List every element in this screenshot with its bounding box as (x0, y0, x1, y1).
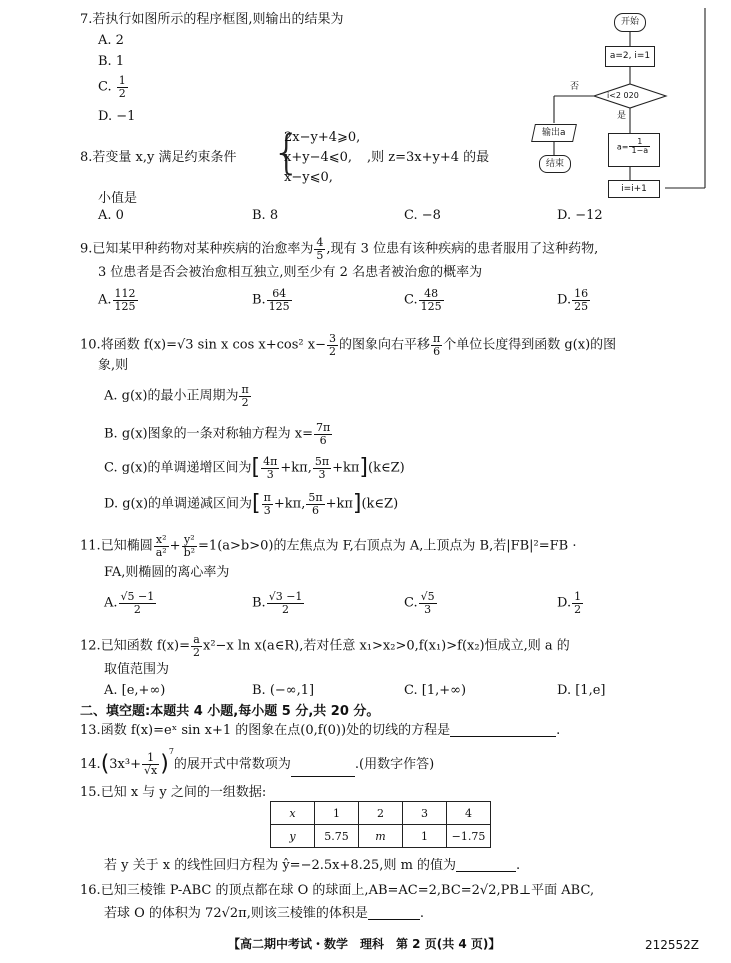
flowchart-end: 结束 (539, 155, 571, 173)
q8-option-a: A. 0 (98, 208, 124, 223)
flowchart-yes-label: 是 (617, 111, 627, 121)
q10-stem-line2: 象,则 (98, 358, 129, 373)
q9-option-d: D. $\frac{16}{25}$ (557, 287, 589, 313)
q11-option-c: C. $\frac{√5}{3}$ (404, 590, 435, 616)
table-cell: x (271, 802, 315, 825)
q8-constraint-1: 2x−y+4⩾0, (284, 130, 361, 145)
q8-constraint-3: x−y⩽0, (284, 170, 333, 185)
q11-option-a: A. $\frac{√5 -1}{2}$ (104, 590, 155, 616)
q15-stem: 15.已知 x 与 y 之间的一组数据: (80, 785, 267, 800)
flowchart-lines (525, 8, 731, 203)
q12-stem-line2: 取值范围为 (104, 662, 170, 677)
q7-c-fraction: $\frac{1}{2}$ (118, 74, 126, 100)
q11-option-b: B. $\frac{√3 -1}{2}$ (252, 590, 303, 616)
q9-stem: 9.已知某甲种药物对某种疾病的治愈率为 $\frac{4}{5}$ ,现有 3 位患有该种疾病的患者服用了这种药物, (80, 236, 599, 262)
q13-answer-blank (450, 724, 556, 737)
flowchart-increment: i=i+1 (608, 180, 660, 198)
q13-stem: 13.函数 f(x)=eˣ sin x+1 的图象在点(0,f(0))处的切线的方程是 . (80, 723, 561, 738)
q9-option-c: C. $\frac{48}{125}$ (404, 287, 442, 313)
table-cell: 1 (315, 802, 359, 825)
q8-stem-line2: 小值是 (98, 191, 138, 206)
exam-code: 212552Z (645, 938, 700, 952)
table-cell: 3 (403, 802, 447, 825)
q12-option-b: B. (−∞,1] (252, 683, 315, 698)
table-cell: −1.75 (447, 825, 491, 848)
table-cell: m (359, 825, 403, 848)
table-cell: 2 (359, 802, 403, 825)
q14-answer-blank (291, 764, 355, 777)
flowchart-output: 输出a (531, 124, 577, 142)
q15-answer-blank (456, 859, 516, 872)
q10-option-a: A. g(x)的最小正周期为 $\frac{\pi}{2}$ (104, 383, 249, 409)
q7-option-d: D. −1 (98, 109, 136, 124)
table-row (271, 825, 491, 848)
q16-stem-line2: 若球 O 的体积为 72√2π,则该三棱锥的体积是 . (104, 906, 424, 921)
q7-stem: 7.若执行如图所示的程序框图,则输出的结果为 (80, 12, 344, 27)
q12-option-c: C. [1,+∞) (404, 683, 467, 698)
q8-option-b: B. 8 (252, 208, 279, 223)
q10-option-b: B. g(x)图象的一条对称轴方程为 x= $\frac{7\pi}{6}$ (104, 421, 331, 447)
q10-stem: 10.将函数 f(x)=√3 sin x cos x+cos² x− $\frac{3}{2}$ 的图象向右平移 $\frac{\pi}{6}$ 个单位长度得到函数 g(x)的图 (80, 332, 617, 358)
q9-stem-line2: 3 位患者是否会被治愈相互独立,则至少有 2 名患者被治愈的概率为 (98, 265, 483, 280)
q10-option-d: D. g(x)的单调递减区间为[ $\frac{\pi}{3}$ +kπ, $\frac{5\pi}{6}$ +kπ](k∈Z) (104, 491, 399, 517)
flowchart-init: a=2, i=1 (605, 46, 655, 67)
q10-option-c: C. g(x)的单调递增区间为[ $\frac{4\pi}{3}$ +kπ, $\frac{5\pi}{3}$ +kπ](k∈Z) (104, 455, 405, 481)
q14-stem: 14.(3x³+ $\frac{1}{√x}$ )$^7$的展开式中常数项为 .(用数字作答) (80, 747, 435, 777)
q15-stem-line2: 若 y 关于 x 的线性回归方程为 ŷ=−2.5x+8.25,则 m 的值为 . (104, 858, 521, 873)
flowchart-no-label: 否 (570, 82, 580, 92)
q8-option-c: C. −8 (404, 208, 441, 223)
table-header-row (271, 802, 491, 825)
q12-option-a: A. [e,+∞) (104, 683, 166, 698)
q7-option-c: C. $\frac{1}{2}$ (98, 74, 126, 100)
q11-option-d: D. $\frac{1}{2}$ (557, 590, 582, 616)
table-cell: 1 (403, 825, 447, 848)
page-footer: 【高二期中考试・数学 理科 第 2 页(共 4 页)】 (228, 937, 501, 951)
q8-option-d: D. −12 (557, 208, 603, 223)
flowchart-assign: a= $\frac{1}{1-a}$ (608, 133, 660, 167)
table-cell: 5.75 (315, 825, 359, 848)
flowchart-condition: i<2 020 (607, 91, 639, 100)
q8-stem-post: ,则 z=3x+y+4 的最 (367, 150, 490, 165)
q7-option-b: B. 1 (98, 54, 125, 69)
section-2-heading: 二、填空题:本题共 4 小题,每小题 5 分,共 20 分。 (80, 704, 380, 719)
q15-data-table (270, 801, 491, 848)
q11-stem: 11.已知椭圆 $\frac{\text{x²}}{\text{a²}}$ + $\frac{\text{y²}}{\text{b²}}$ =1(a>b>0)的左焦点为 F,右顶点为 A,上顶点为 B,若|FB|²=FB · (80, 533, 577, 559)
q8-brace: { (272, 125, 302, 179)
q9-option-b: B. $\frac{64}{125}$ (252, 287, 290, 313)
table-cell: 4 (447, 802, 491, 825)
q11-stem-line2: FA,则椭圆的离心率为 (104, 565, 230, 580)
q8-constraint-2: x+y−4⩽0, (284, 150, 353, 165)
flowchart-start: 开始 (614, 13, 646, 32)
q16-answer-blank (368, 907, 420, 920)
q12-stem: 12.已知函数 f(x)= $\frac{a}{2}$ x²−x ln x(a∈R),若对任意 x₁>x₂>0,f(x₁)>f(x₂)恒成立,则 a 的 (80, 633, 570, 659)
table-cell: y (271, 825, 315, 848)
q9-option-a: A. $\frac{112}{125}$ (98, 287, 136, 313)
q8-stem-pre: 8.若变量 x,y 满足约束条件 (80, 150, 237, 165)
q16-stem: 16.已知三棱锥 P-ABC 的顶点都在球 O 的球面上,AB=AC=2,BC=2√2,PB⊥平面 ABC, (80, 883, 595, 898)
q7-option-a: A. 2 (98, 33, 124, 48)
q12-option-d: D. [1,e] (557, 683, 606, 698)
